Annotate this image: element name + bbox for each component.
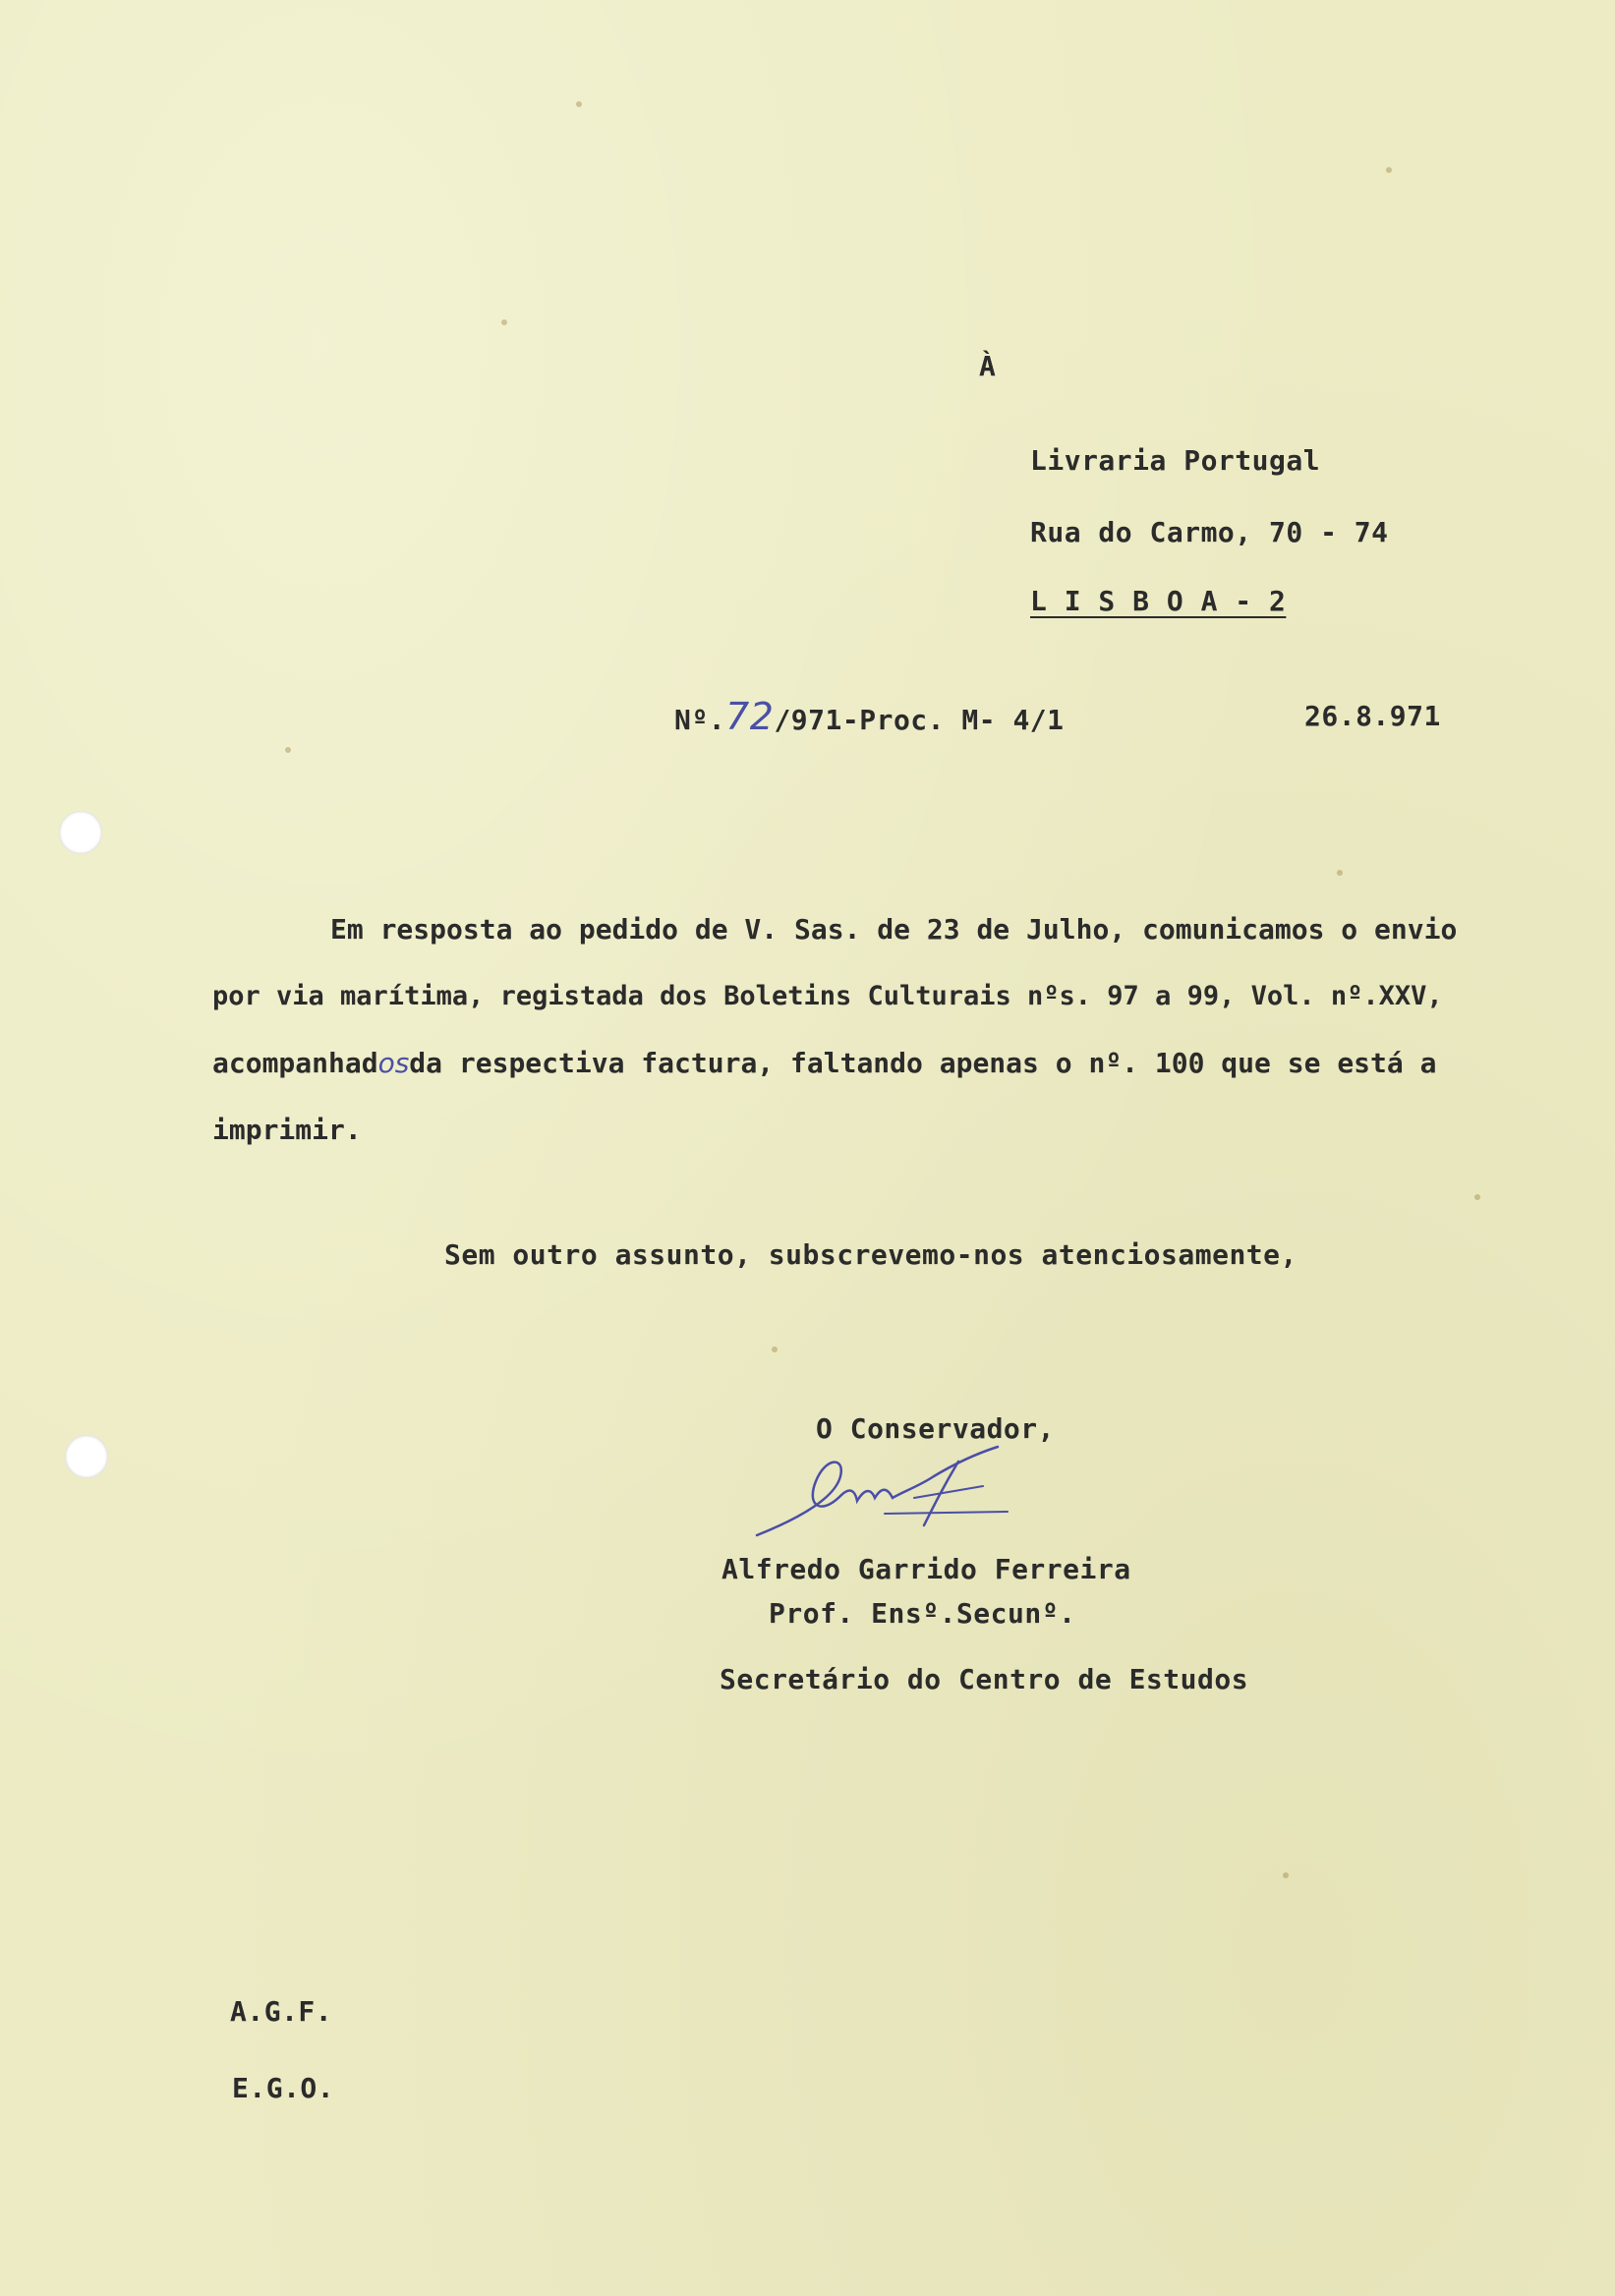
initials-first: A.G.F. <box>230 1995 333 2028</box>
paper-speck <box>576 101 582 107</box>
recipient-name: Livraria Portugal <box>1030 444 1321 477</box>
handwritten-correction: os <box>377 1047 410 1079</box>
paper-speck <box>1337 870 1343 876</box>
closing-line: Sem outro assunto, subscrevemo-nos atenciosamente, <box>444 1238 1298 1271</box>
body-line-3-start: acompanhad <box>212 1047 378 1079</box>
handwritten-signature <box>747 1437 1081 1555</box>
body-line-3-end: da respectiva factura, faltando apenas o nº. 100 que se está a <box>409 1047 1437 1079</box>
paper-speck <box>772 1347 778 1352</box>
body-line-3 <box>212 1030 1598 1097</box>
recipient-street: Rua do Carmo, 70 - 74 <box>1030 516 1389 548</box>
body-paragraph <box>212 896 1598 1164</box>
signatory-title-1: Prof. Ensº.Secunº. <box>769 1597 1076 1630</box>
punch-hole-top <box>59 811 102 854</box>
body-line-4: imprimir. <box>212 1114 362 1146</box>
signatory-title-2: Secretário do Centro de Estudos <box>720 1663 1249 1695</box>
recipient-city: L I S B O A - 2 <box>1030 585 1287 617</box>
reference-handwritten-number: 72 <box>725 695 775 738</box>
reference-prefix: Nº. <box>674 704 726 736</box>
signatory-role: O Conservador, <box>816 1412 1056 1445</box>
paper-speck <box>1283 1872 1289 1878</box>
body-line-1: Em resposta ao pedido de V. Sas. de 23 de Julho, comunicamos o envio <box>330 913 1458 946</box>
paper-speck <box>1474 1194 1480 1200</box>
paper-speck <box>501 319 507 325</box>
salutation: À <box>979 350 997 382</box>
body-line-2: por via marítima, registada dos Boletins Culturais nºs. 97 a 99, Vol. nº.XXV, <box>212 981 1443 1011</box>
initials-second: E.G.O. <box>232 2072 335 2104</box>
paper-speck <box>285 747 291 753</box>
signatory-name: Alfredo Garrido Ferreira <box>721 1553 1131 1585</box>
reference-line <box>674 695 1065 738</box>
punch-hole-bottom <box>65 1435 108 1478</box>
reference-process: /971-Proc. M- 4/1 <box>774 704 1065 736</box>
letter-date: 26.8.971 <box>1304 700 1441 732</box>
paper-speck <box>1386 167 1392 173</box>
